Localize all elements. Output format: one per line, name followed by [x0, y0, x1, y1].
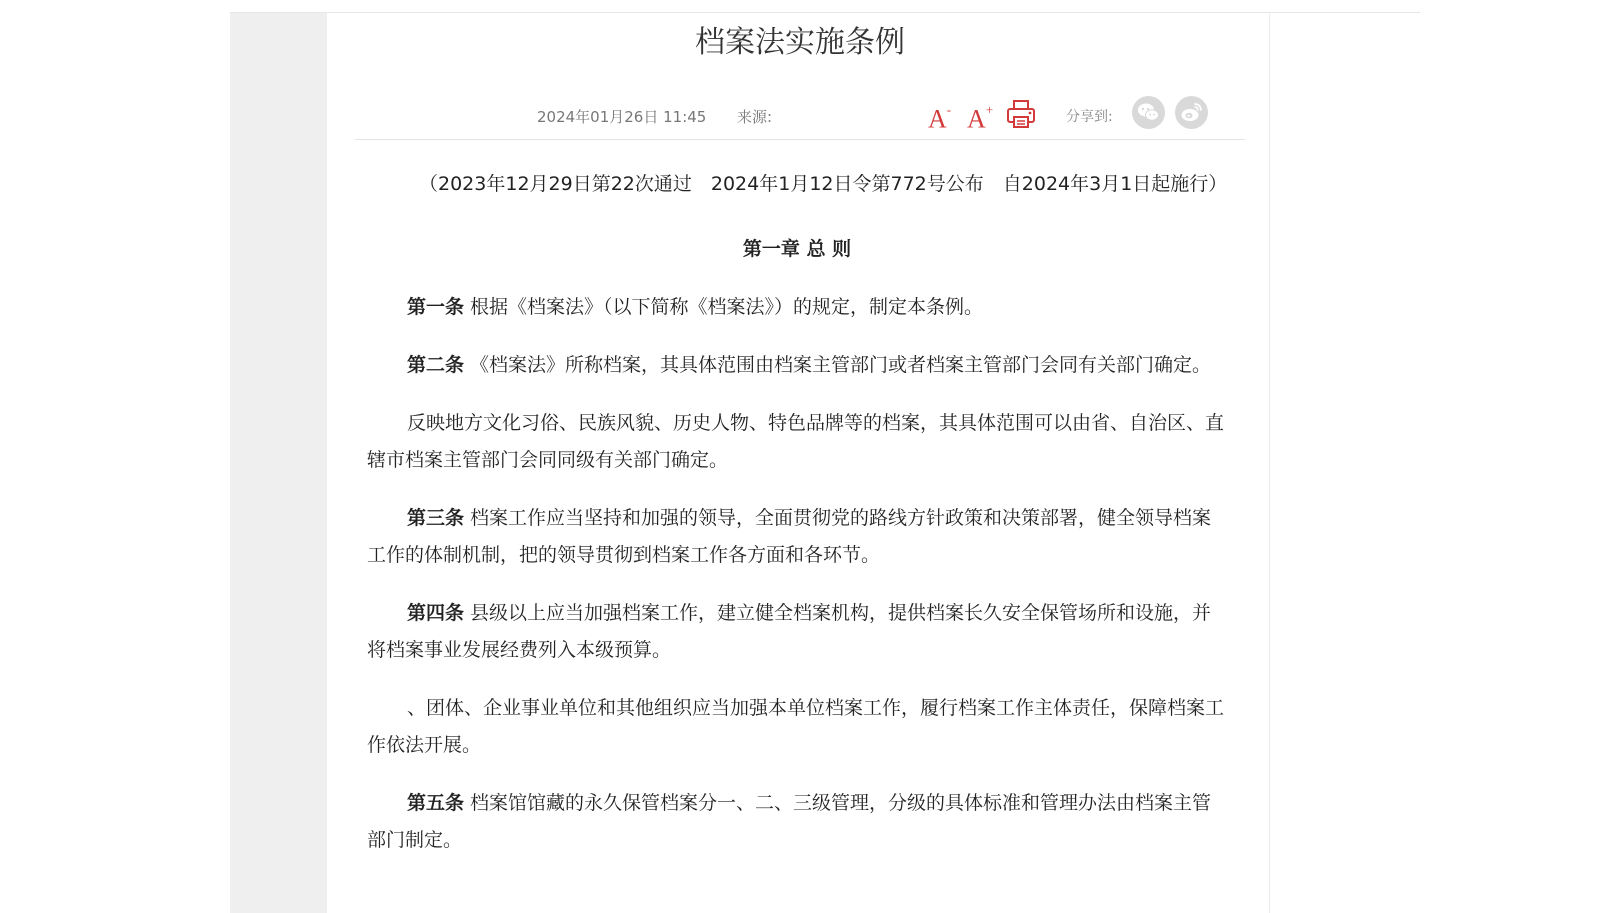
- article-5-heading: 第五条: [407, 792, 465, 814]
- article-3-heading: 第三条: [407, 507, 465, 529]
- article-3-text: 档案工作应当坚持和加强的领导，全面贯彻党的路线方针政策和决策部署，健全领导档案工作的体制机制，把的领导贯彻到档案工作各方面和各环节。: [367, 507, 1212, 566]
- print-icon[interactable]: [1005, 97, 1037, 131]
- font-increase-icon[interactable]: [967, 97, 999, 134]
- preamble-paragraph: （2023年12月29日第22次通过 2024年1月12日令第772号公布 自2024年3月1日起施行）: [419, 173, 1228, 195]
- article-1-paragraph: [367, 289, 1227, 326]
- article-2-heading: 第二条: [407, 354, 465, 376]
- font-decrease-icon[interactable]: [928, 97, 958, 134]
- wechat-icon[interactable]: [1132, 96, 1165, 129]
- font-decrease-sign: -: [946, 102, 952, 117]
- article-1-text: 根据《档案法》（以下简称《档案法》）的规定，制定本条例。: [464, 296, 984, 318]
- weibo-icon[interactable]: [1175, 96, 1208, 129]
- right-divider: [1269, 13, 1270, 913]
- article-meta: [355, 93, 1245, 133]
- article-1-heading: 第一条: [407, 296, 465, 318]
- share-label: 分享到:: [1066, 109, 1113, 125]
- article-2-text: 《档案法》所称档案，其具体范围由档案主管部门或者档案主管部门会同有关部门确定。: [464, 354, 1212, 376]
- font-increase-sign: +: [985, 102, 994, 117]
- font-increase-letter: A: [967, 104, 986, 134]
- article-title: 档案法实施条例: [695, 25, 905, 60]
- left-gutter: [230, 13, 327, 913]
- article-4-paragraph-2: 、团体、企业事业单位和其他组织应当加强本单位档案工作，履行档案工作主体责任，保障档案工作依法开展。: [367, 697, 1225, 756]
- publish-date: 2024年01月26日 11:45: [537, 108, 707, 126]
- article-5-text: 档案馆馆藏的永久保管档案分一、二、三级管理，分级的具体标准和管理办法由档案主管部门制定。: [367, 792, 1212, 851]
- article-body: [367, 166, 1227, 880]
- article-5-paragraph: [367, 785, 1227, 859]
- article-2-paragraph: [367, 347, 1227, 384]
- source-label: 来源:: [737, 108, 773, 126]
- article: [355, 13, 1245, 913]
- article-4-text: 县级以上应当加强档案工作，建立健全档案机构，提供档案长久安全保管场所和设施，并将档案事业发展经费列入本级预算。: [367, 602, 1212, 661]
- article-4-paragraph: [367, 595, 1227, 669]
- meta-divider: [355, 139, 1245, 140]
- font-decrease-letter: A: [928, 104, 947, 134]
- article-3-paragraph: [367, 500, 1227, 574]
- chapter-heading: 第一章 总 则: [742, 238, 852, 260]
- article-2-paragraph-2: 反映地方文化习俗、民族风貌、历史人物、特色品牌等的档案，其具体范围可以由省、自治区、直辖市档案主管部门会同同级有关部门确定。: [367, 412, 1225, 471]
- article-4-heading: 第四条: [407, 602, 465, 624]
